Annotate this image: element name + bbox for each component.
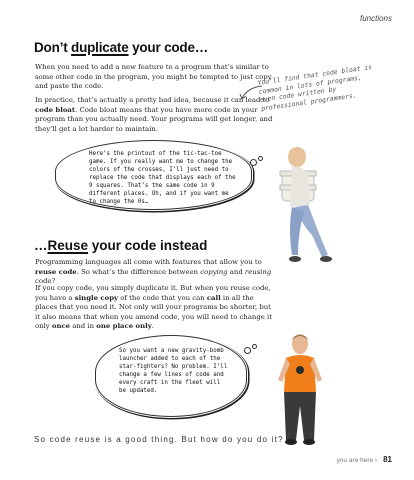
heading-text: your code instead (88, 238, 208, 253)
paragraph-copy-paste: When you need to add a new feature to a program that’s similar to some other code in the program, you might be tempted to just copy and paste the code. (35, 63, 272, 91)
bold-term: single copy (74, 293, 119, 302)
bold-term: reuse code (35, 267, 77, 276)
summary-line: So code reuse is a good thing. But how do you do it? (34, 435, 284, 444)
thought-bubble-tic-tac-toe (55, 140, 252, 210)
you-are-here-label: you are here › (336, 457, 378, 464)
page-number: 81 (383, 455, 392, 464)
handwritten-side-note: You’ll find that code bloat is common in lots of programs, even code written by professional programmers. (257, 62, 373, 113)
text: . So what’s the difference between (76, 267, 201, 276)
heading-underlined-word: duplicate (71, 40, 129, 55)
bold-term: one place only (96, 322, 152, 331)
text: Programming languages all come with features that allow you to (35, 258, 262, 266)
bold-term: code bloat (35, 105, 76, 114)
text: and in (70, 322, 97, 331)
note-arrow-icon (238, 84, 264, 102)
bold-term: call (206, 293, 221, 302)
tail-dot (250, 159, 257, 166)
italic-term: copying (200, 267, 228, 276)
page-footer (337, 455, 392, 464)
bubble-text: Here’s the printout of the tic-tac-toe game. If you really want me to change the colors of the crosses, I’ll just need to replace the code that displays each of the 9 squares. That’s the same code in 9 different places. Oh, and if you want me to change the 0s… (89, 151, 236, 205)
text: . (151, 322, 154, 331)
text: code? (35, 277, 56, 286)
paragraph-copy-vs-reuse (35, 284, 275, 332)
paragraph-reuse-intro (35, 258, 275, 287)
text: and (227, 267, 245, 276)
heading-text: your code… (128, 40, 209, 55)
heading-underlined-word: Reuse (47, 238, 89, 253)
section-header: functions (359, 14, 392, 23)
bubble-text: So you want a new gravity-bomb launcher added to each of the star-fighters? No problem. I’ll change a few lines of code and every craft in the fleet will be updated. (119, 348, 228, 394)
heading-dont-duplicate (34, 40, 208, 55)
italic-term: reusing (244, 267, 272, 276)
text: of the code that you can (118, 293, 207, 302)
heading-reuse-code (34, 238, 207, 253)
heading-text: … (34, 238, 48, 253)
text: If you copy code, you simply duplicate it. But when you reuse code, you have a (35, 284, 271, 302)
tail-dot (244, 347, 251, 354)
tail-dot (252, 344, 257, 349)
thought-bubble-star-fighters (95, 335, 247, 417)
text: in all the places that you need it. Not only will your programs be shorter, but it also means that when you amend code, you will need to change it only (35, 293, 273, 331)
text: In practice, that’s actually a pretty bad idea, because it can lead to (35, 96, 270, 104)
person-carrying-papers-illustration (262, 145, 362, 275)
text: . Code bloat means that you have more code in your program than you actually need. Your programs will get longer, and they’ll get a lot harder to maintain. (35, 105, 273, 133)
bold-term: once (51, 322, 71, 331)
heading-text: Don’t (34, 40, 72, 55)
